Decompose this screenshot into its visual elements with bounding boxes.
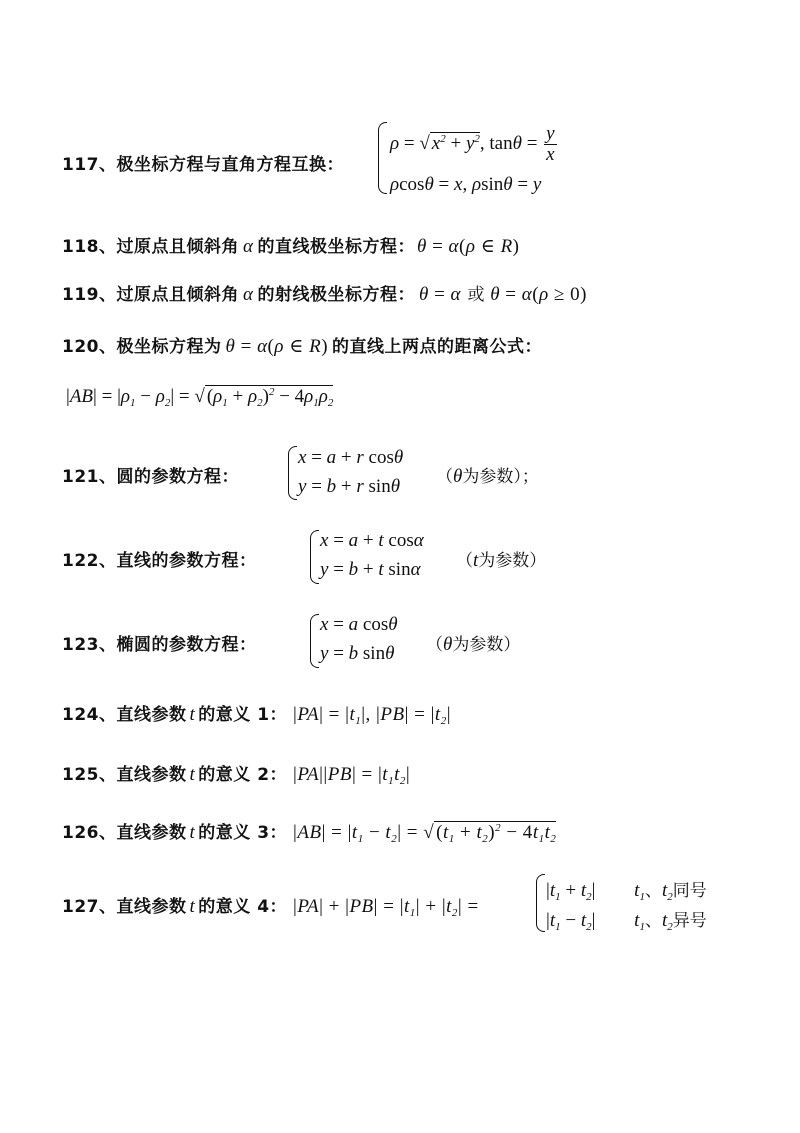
item-127-case2: $|t_1 - t_2|$ $t_1$、$t_2$异号 — [546, 910, 707, 933]
item-127-case1: $|t_1 + t_2|$ $t_1$、$t_2$同号 — [546, 880, 707, 903]
item-123-label: 123、椭圆的参数方程： — [62, 635, 257, 655]
item-121-label: 121、圆的参数方程： — [62, 467, 239, 487]
item-121-eq1: x = a + r cosθ — [298, 447, 404, 468]
item-123-brace — [310, 614, 319, 668]
item-121-brace — [288, 446, 297, 500]
item-123-eq2: y = b sinθ — [320, 643, 395, 664]
item-122-eq2: y = b + t sinα — [320, 559, 421, 580]
item-119-label: 119、过原点且倾斜角 α 的射线极坐标方程： θ = α 或 θ = α(ρ ≥ 0) — [62, 284, 587, 305]
item-122-eq1: x = a + t cosα — [320, 530, 424, 551]
item-123-note: （θ为参数） — [426, 634, 521, 655]
item-117-label: 117、极坐标方程与直角方程互换： — [62, 155, 344, 175]
item-117-eq1: ρ = √ $x^2 + y^2$, tanθ = $\frac{y}{x}$ — [390, 123, 555, 165]
item-118-label: 118、过原点且倾斜角 α 的直线极坐标方程： θ = α(ρ ∈ R) — [62, 236, 520, 257]
item-126-label: 126、直线参数 t 的意义 3： $|AB| = |t_1 - t_2|$ = √ $(t_1 + t_2)^2 - 4t_1t_2$ — [62, 822, 557, 845]
item-122-note: （t为参数） — [456, 550, 547, 571]
item-121-eq2: y = b + r sinθ — [298, 476, 401, 497]
item-117-eq2: ρcosθ = x, ρsinθ = y — [390, 174, 542, 195]
item-124-label: 124、直线参数 t 的意义 1： $|PA| = |t_1|$, $|PB| = |t_2|$ — [62, 704, 452, 727]
item-125-label: 125、直线参数 t 的意义 2： $|PA||PB| = |t_1t_2|$ — [62, 764, 411, 787]
item-123-eq1: x = a cosθ — [320, 614, 398, 635]
item-120-label: 120、极坐标方程为 θ = α(ρ ∈ R) 的直线上两点的距离公式： — [62, 336, 543, 357]
item-122-brace — [310, 530, 319, 584]
item-117-brace — [378, 122, 387, 194]
item-120-formula: $|AB| = |\rho_1 - \rho_2|$ = √ $(\rho_1 + \rho_2)^2 - 4\rho_1\rho_2$ — [66, 386, 334, 409]
item-127-brace — [536, 874, 545, 932]
item-127-label: 127、直线参数 t 的意义 4： $|PA| + |PB| = |t_1| + |t_2|$ = — [62, 896, 479, 919]
item-121-note: （θ为参数）； — [436, 466, 539, 487]
item-122-label: 122、直线的参数方程： — [62, 551, 257, 571]
